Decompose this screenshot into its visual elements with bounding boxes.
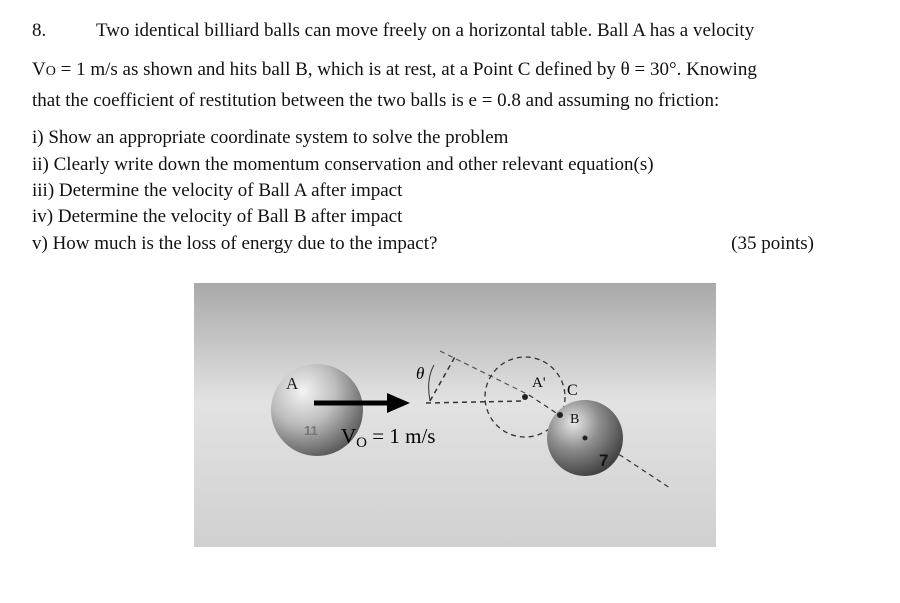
velocity-symbol: V [32, 59, 46, 80]
angle-theta: θ [416, 364, 425, 383]
ball-a-label: A [286, 374, 299, 393]
points-label: (35 points) [731, 233, 814, 254]
problem-text-2: = 1 m/s as shown and hits ball B, which is at rest, at a Point C defined by θ = 30°. Knowing [55, 59, 757, 80]
ball-a-number: 11 [304, 423, 318, 438]
ghost-ball-label: A' [532, 375, 546, 391]
problem-line-2 [32, 58, 757, 84]
question-item-1: i) Show an appropriate coordinate system to solve the problem [32, 127, 509, 148]
problem-text-1: Two identical billiard balls can move freely on a horizontal table. Ball A has a velocity [96, 20, 755, 41]
contact-point-label: C [567, 382, 578, 399]
ghost-ball-center [522, 394, 528, 400]
question-item-2: ii) Clearly write down the momentum conservation and other relevant equation(s) [32, 154, 654, 175]
question-item-4: iv) Determine the velocity of Ball B after impact [32, 206, 403, 227]
ball-b-label: B [570, 412, 580, 427]
billiard-figure [194, 283, 716, 547]
velocity-label: VO = 1 m/s [341, 424, 436, 451]
question-item-3: iii) Determine the velocity of Ball A after impact [32, 180, 403, 201]
contact-point-c [557, 412, 563, 418]
ball-b-number: 7 [599, 451, 609, 470]
ball-b-center [583, 436, 588, 441]
question-item-5: v) How much is the loss of energy due to the impact? [32, 233, 438, 254]
problem-line-3: that the coefficient of restitution between the two balls is e = 0.8 and assuming no friction: [32, 90, 720, 111]
velocity-subscript: O [45, 64, 56, 79]
problem-number: 8. [32, 20, 47, 41]
problem-line-1 [32, 19, 754, 43]
